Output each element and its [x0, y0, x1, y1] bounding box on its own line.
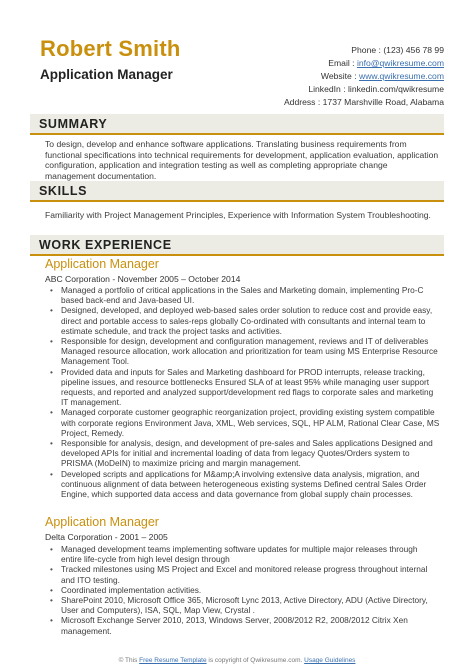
experience-section-header: [30, 235, 444, 256]
job-title: Application Manager: [45, 257, 159, 271]
candidate-role: Application Manager: [40, 67, 173, 82]
contact-website-row: [224, 70, 444, 83]
skills-section-header: [30, 181, 444, 202]
free-resume-template-link[interactable]: Free Resume Template: [139, 657, 207, 664]
job-bullet: • SharePoint 2010, Microsoft Office 365, Microsoft Lync 2013, Active Directory, ADU (Active Directory, User and Computers), ISA, SQL, Map View, Crystal .: [45, 595, 440, 615]
job-bullet: • Provided data and inputs for Sales and Marketing dashboard for PROD interrupts, release tracking, pipeline issues, and resource bottlenecks Ensured SLA of at least 95% while managing user support requests, and reported and analyzed support/development red flags to corporate sales and marketing IT management.: [45, 367, 440, 408]
skills-text: Familiarity with Project Management Principles, Experience with Information System Troubleshooting.: [45, 210, 431, 220]
website-label: Website :: [320, 71, 357, 81]
address-value: 1737 Marshville Road, Alabama: [322, 97, 444, 107]
contact-linkedin-row: [224, 83, 444, 96]
contact-phone-row: [224, 44, 444, 57]
summary-text: To design, develop and enhance software applications. Translating business requirements from functional specifications into technical requirements for development, application evaluation, application configuration, application and integration testing as well as completing appropriate change management documentation.: [45, 139, 439, 181]
contact-address-row: [224, 96, 444, 109]
page-footer: [0, 657, 474, 664]
usage-guidelines-link[interactable]: Usage Guidelines: [304, 657, 356, 664]
job-company-dates: Delta Corporation - 2001 – 2005: [45, 532, 168, 542]
job-bullet: • Managed development teams implementing software updates for multiple major releases through entire life-cycle from high level design through: [45, 544, 440, 564]
candidate-name: Robert Smith: [40, 36, 181, 61]
job-bullet: • Developed scripts and applications for M&amp;A involving extensive data analysis, migration, and continuous alignment of data between heterogeneous existing systems Defined central Sales Order Engine, which supported data access and data governance from global supply chain processes.: [45, 469, 440, 500]
contact-block: [224, 44, 444, 109]
email-label: Email :: [328, 58, 355, 68]
phone-label: Phone :: [351, 45, 381, 55]
job-title: Application Manager: [45, 515, 159, 529]
summary-section-header: [30, 114, 444, 135]
linkedin-value: linkedin.com/qwikresume: [348, 84, 444, 94]
skills-heading: SKILLS: [39, 184, 88, 198]
job-bullet: • Coordinated implementation activities.: [45, 585, 440, 595]
website-link[interactable]: www.qwikresume.com: [358, 71, 444, 81]
footer-middle: is copyright of Qwikresume.com.: [208, 657, 303, 664]
phone-value: (123) 456 78 99: [383, 45, 444, 55]
job-bullet: • Responsible for analysis, design, and development of pre-sales and Sales applications Designed and developed APIs for initial and incremental loading of data from legacy Quotes/Orders system to PRISMA (MoDeIN) to maximize pricing and margin management.: [45, 438, 440, 469]
job-bullet: • Tracked milestones using MS Project and Excel and monitored release progress throughout internal and ITO testing.: [45, 564, 440, 584]
summary-heading: SUMMARY: [39, 117, 108, 131]
job-bullet: • Microsoft Exchange Server 2010, 2013, Windows Server, 2008/2012 R2, 2008/2012 Citrix Xen management.: [45, 615, 440, 635]
email-link[interactable]: info@qwikresume.com: [356, 58, 444, 68]
job-bullet: • Responsible for design, development and configuration management, reviews and IT of deliverables Managed resource allocation, work allocation and prioritization for team using MS Enterprise Resource Management Tool.: [45, 336, 440, 367]
job-bullet: • Designed, developed, and deployed web-based sales order solution to reduce cost and provide easy, direct and portable access to sales-reps globally Co-ordinated with consultants and internal team to estimate schedule, and track the project tasks and activities.: [45, 305, 440, 336]
footer-prefix: © This: [118, 657, 138, 664]
experience-heading: WORK EXPERIENCE: [39, 238, 172, 252]
job-bullet-list: [45, 285, 440, 499]
job-bullet-list: [45, 544, 440, 636]
job-company-dates: ABC Corporation - November 2005 – October 2014: [45, 274, 241, 284]
job-bullet: • Managed corporate customer geographic reorganization project, providing existing system compatible with corporate regions Environment Java, XML, Web services, SQL, HP ALM, Rational Clear Case, MS Project, Remedy.: [45, 407, 440, 438]
linkedin-label: LinkedIn :: [308, 84, 346, 94]
address-label: Address :: [283, 97, 321, 107]
contact-email-row: [224, 57, 444, 70]
job-bullet: • Managed a portfolio of critical applications in the Sales and Marketing domain, implementing Pro-C based back-end and Java-based UI.: [45, 285, 440, 305]
